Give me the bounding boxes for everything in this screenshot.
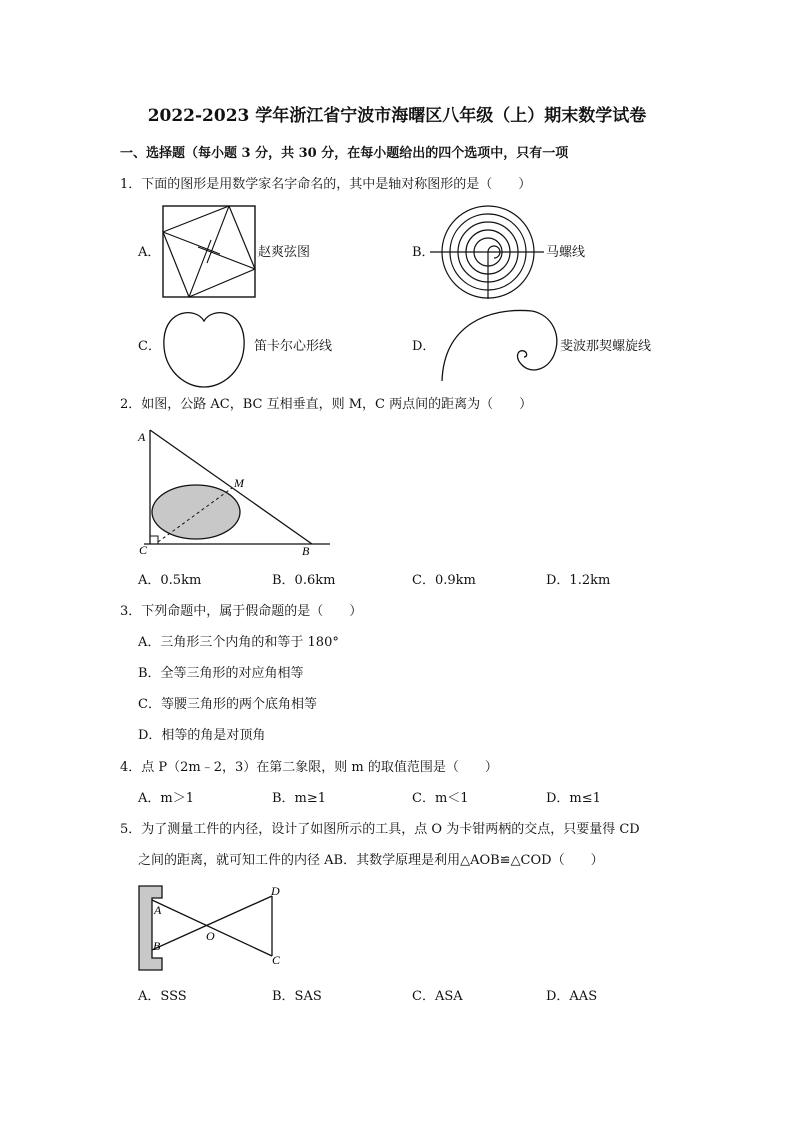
caliper-figure: [134, 882, 294, 974]
q2-option-c[interactable]: C．0.9km: [412, 573, 476, 588]
q1-option-c-letter[interactable]: C．: [138, 339, 161, 354]
q5-stem-line2: 之间的距离，就可知工件的内径 AB．其数学原理是利用△AOB≌△COD（ ）: [138, 853, 604, 868]
q3-option-d[interactable]: D．相等的角是对顶角: [138, 728, 266, 743]
q1-option-c-label: 笛卡尔心形线: [254, 339, 333, 354]
fibonacci-spiral-diagram: [438, 305, 562, 383]
fig5-label-b: B: [153, 939, 161, 953]
q4-option-d[interactable]: D．m≤1: [546, 791, 601, 806]
q4-option-c[interactable]: C．m＜1: [412, 791, 469, 806]
q2-option-b[interactable]: B．0.6km: [272, 573, 336, 588]
fig5-label-o: O: [206, 929, 215, 943]
q5-option-b[interactable]: B．SAS: [272, 989, 322, 1004]
q4-stem: 4．点 P（2m﹣2，3）在第二象限，则 m 的取值范围是（ ）: [120, 760, 498, 775]
fig2-label-a: A: [138, 430, 146, 444]
fig2-label-b: B: [302, 544, 310, 558]
q3-stem: 3．下列命题中，属于假命题的是（ ）: [120, 604, 363, 619]
road-triangle-figure: [132, 426, 336, 558]
q3-option-a[interactable]: A．三角形三个内角的和等于 180°: [138, 635, 339, 650]
zhao-shuang-diagram: [162, 205, 258, 299]
fig5-label-c: C: [272, 953, 281, 967]
q1-option-b-label: 马螺线: [546, 245, 586, 260]
fig2-label-m: M: [234, 476, 244, 490]
q1-option-a-label: 赵爽弦图: [258, 245, 311, 260]
q2-stem: 2．如图，公路 AC，BC 互相垂直，则 M，C 两点间的距离为（ ）: [120, 397, 533, 412]
q4-option-a[interactable]: A．m＞1: [138, 791, 194, 806]
cardioid-diagram: [160, 303, 248, 391]
spiral-ma-diagram: [428, 203, 546, 301]
fig5-label-d: D: [271, 884, 280, 898]
q1-stem: 1．下面的图形是用数学家名字命名的，其中是轴对称图形的是（ ）: [120, 177, 532, 192]
q4-option-b[interactable]: B．m≥1: [272, 791, 327, 806]
q1-option-d-letter[interactable]: D．: [412, 339, 436, 354]
fig2-label-c: C: [139, 543, 148, 557]
q2-option-a[interactable]: A．0.5km: [138, 573, 202, 588]
q3-option-c[interactable]: C．等腰三角形的两个底角相等: [138, 697, 317, 712]
q1-option-d-label: 斐波那契螺旋线: [560, 339, 652, 354]
q3-option-b[interactable]: B．全等三角形的对应角相等: [138, 666, 304, 681]
page-title: 2022-2023 学年浙江省宁波市海曙区八年级（上）期末数学试卷: [147, 106, 647, 126]
q2-option-d[interactable]: D．1.2km: [546, 573, 611, 588]
q1-option-a-letter[interactable]: A．: [138, 245, 161, 260]
q5-option-d[interactable]: D．AAS: [546, 989, 598, 1004]
q5-stem-line1: 5．为了测量工件的内径，设计了如图所示的工具，点 O 为卡钳两柄的交点，只要量得 CD: [120, 822, 640, 837]
q1-option-b-letter[interactable]: B．: [412, 245, 435, 260]
q5-option-c[interactable]: C．ASA: [412, 989, 463, 1004]
q5-option-a[interactable]: A．SSS: [138, 989, 187, 1004]
section-heading: 一、选择题（每小题 3 分，共 30 分，在每小题给出的四个选项中，只有一项: [120, 146, 569, 161]
fig5-label-a: A: [154, 903, 162, 917]
